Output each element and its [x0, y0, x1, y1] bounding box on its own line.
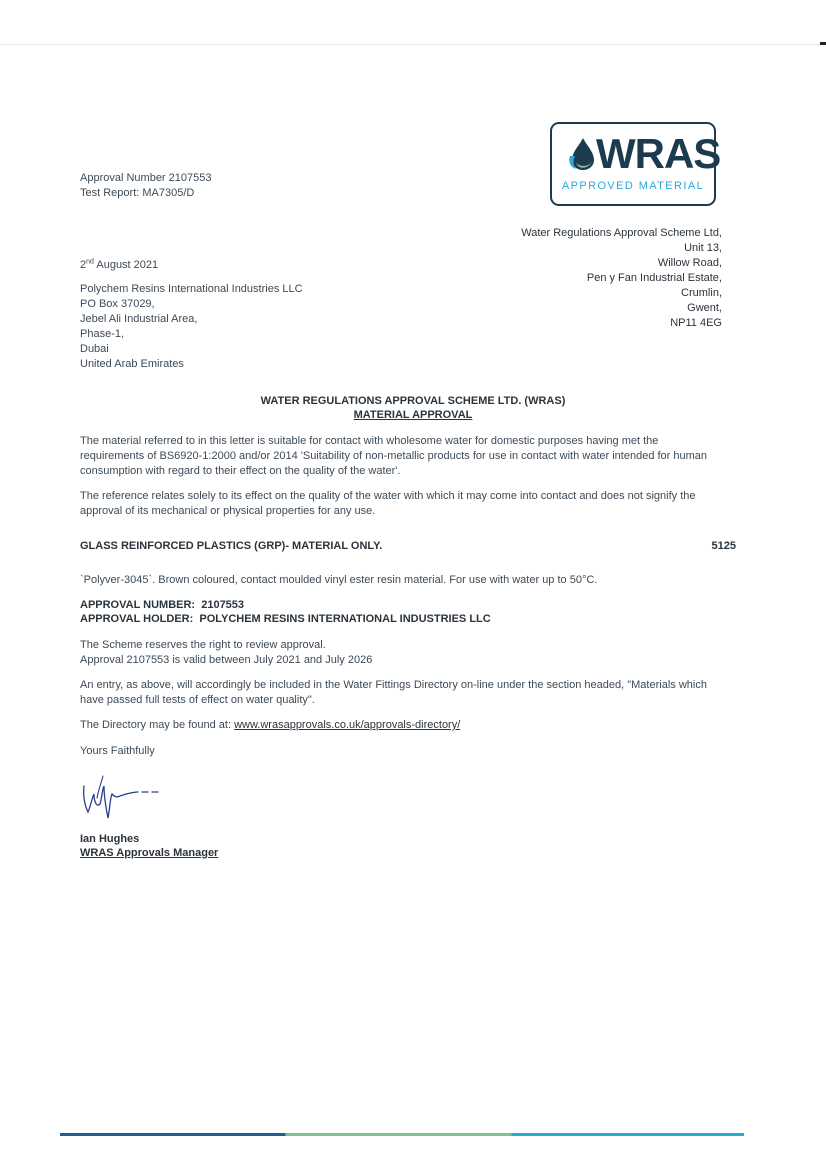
paragraph-line: Approval 2107553 is valid between July 2021 and July 2026: [80, 654, 373, 666]
suitability-paragraph: [80, 434, 730, 479]
material-description: `Polyver-3045`. Brown coloured, contact moulded vinyl ester resin material. For use with water up to 50°C.: [80, 574, 598, 586]
water-drop-icon: [566, 136, 596, 174]
address-line: Polychem Resins International Industries LLC: [80, 283, 303, 295]
wras-logo: [550, 122, 721, 206]
paragraph-line: An entry, as above, will accordingly be included in the Water Fittings Directory on-line under the section headed, "Materials which: [80, 679, 707, 691]
address-line: NP11 4EG: [670, 317, 722, 329]
address-line: Jebel Ali Industrial Area,: [80, 313, 198, 325]
address-line: United Arab Emirates: [80, 358, 184, 370]
paragraph-line: requirements of BS6920-1:2000 and/or 2014 'Suitability of non-metallic products for use in contact with water intended for human: [80, 450, 708, 462]
letter-subheading: MATERIAL APPROVAL: [353, 409, 473, 421]
footer-colour-bar: [60, 1133, 744, 1136]
signatory-name: Ian Hughes: [80, 833, 140, 845]
paragraph-line: The Scheme reserves the right to review approval.: [80, 639, 326, 651]
directory-link[interactable]: www.wrasapprovals.co.uk/approvals-directory/: [234, 719, 461, 731]
logo-wordmark: WRAS: [596, 130, 721, 177]
directory-entry-paragraph: [80, 678, 730, 708]
wras-address: [521, 226, 722, 331]
logo-subtitle: APPROVED MATERIAL: [561, 180, 705, 192]
date-rest: August 2021: [93, 259, 159, 271]
approval-number-ref: Approval Number 2107553: [80, 172, 212, 184]
date-day: 2: [80, 259, 87, 271]
closing-salutation: Yours Faithfully: [80, 745, 155, 757]
address-line: Phase-1,: [80, 328, 125, 340]
paragraph-line: have passed full tests of effect on water quality".: [80, 694, 315, 706]
directory-prefix: The Directory may be found at:: [80, 719, 235, 731]
material-title: GLASS REINFORCED PLASTICS (GRP)- MATERIAL ONLY.: [80, 540, 383, 552]
address-line: Dubai: [80, 343, 109, 355]
recipient-address: [80, 282, 303, 372]
paragraph-line: The reference relates solely to its effect on the quality of the water with which it may come into contact and does not signify the: [80, 490, 696, 502]
top-rule: [0, 44, 826, 45]
scan-mark: [820, 42, 826, 45]
letter-heading: WATER REGULATIONS APPROVAL SCHEME LTD. (WRAS): [260, 395, 566, 407]
reference-block: [80, 171, 211, 201]
date-suffix: nd: [86, 258, 94, 266]
paragraph-line: consumption with regard to their effect on the quality of the water'.: [80, 465, 401, 477]
address-line: Unit 13,: [684, 242, 722, 254]
address-line: Willow Road,: [657, 257, 722, 269]
test-report-ref: Test Report: MA7305/D: [80, 187, 195, 199]
directory-link-paragraph: [80, 718, 730, 733]
address-line: Pen y Fan Industrial Estate,: [586, 272, 722, 284]
reference-paragraph: [80, 489, 730, 519]
paragraph-line: approval of its mechanical or physical properties for any use.: [80, 505, 376, 517]
approval-number: APPROVAL NUMBER: 2107553: [80, 599, 245, 611]
review-paragraph: [80, 638, 730, 668]
signatory-title: WRAS Approvals Manager: [80, 847, 219, 859]
address-line: PO Box 37029,: [80, 298, 155, 310]
paragraph-line: The material referred to in this letter is suitable for contact with wholesome water for domestic purposes having met the: [80, 435, 659, 447]
approval-holder: APPROVAL HOLDER: POLYCHEM RESINS INTERNATIONAL INDUSTRIES LLC: [80, 613, 491, 625]
material-number: 5125: [711, 540, 736, 552]
signature-image: [80, 768, 170, 826]
address-line: Water Regulations Approval Scheme Ltd,: [521, 227, 722, 239]
address-line: Gwent,: [687, 302, 722, 314]
address-line: Crumlin,: [681, 287, 722, 299]
letter-date: [80, 258, 158, 273]
